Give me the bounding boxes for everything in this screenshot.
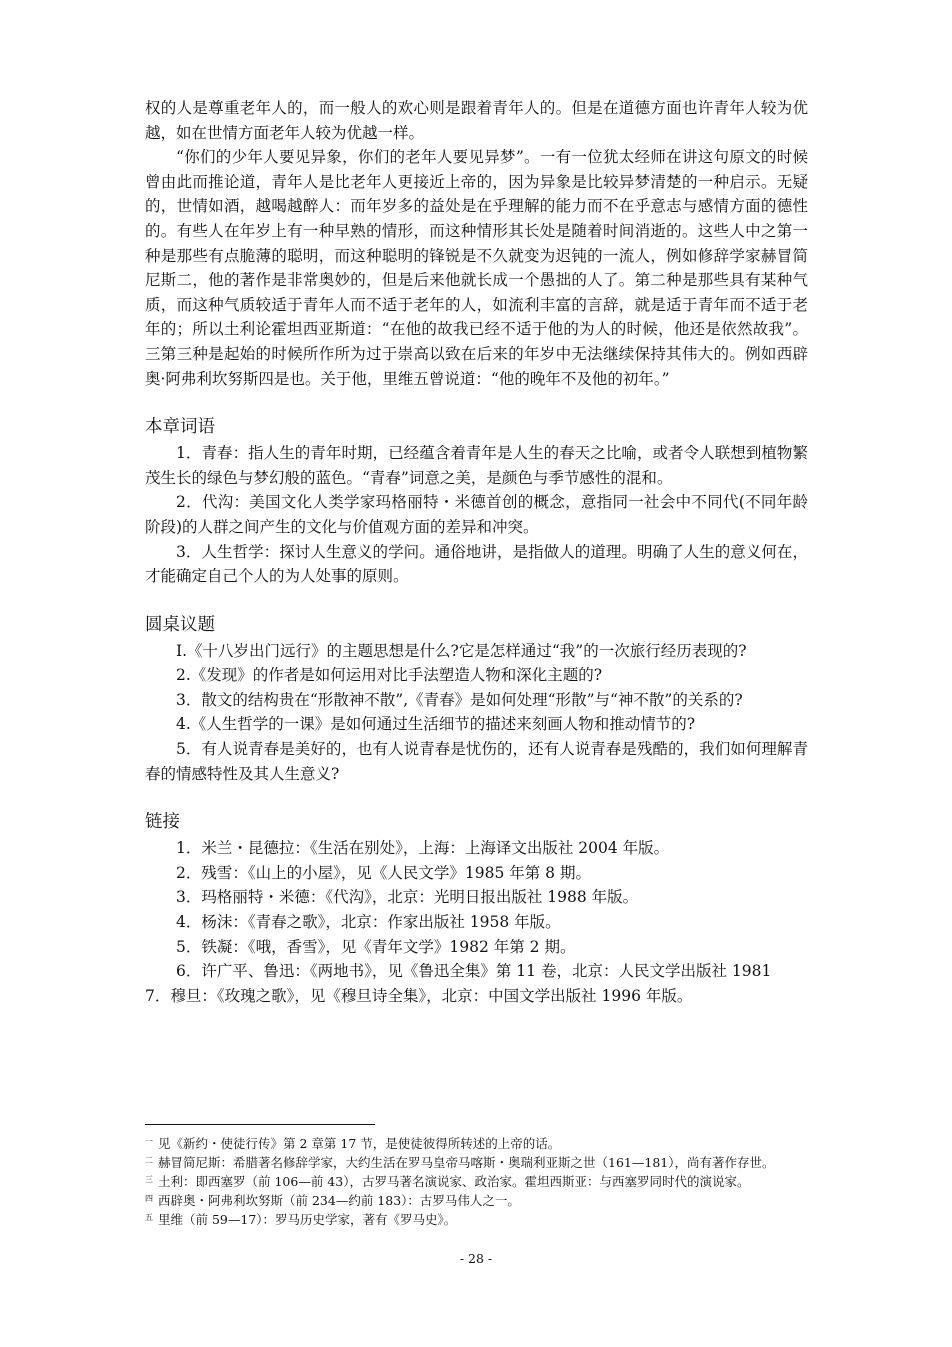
discussion-item: 4.《人生哲学的一课》是如何通过生活细节的描述来刻画人物和推动情节的? xyxy=(176,715,696,734)
link-item: 1．米兰・昆德拉：《生活在别处》，上海：上海译文出版社 2004 年版。 xyxy=(176,839,670,858)
section-heading-links: 链接 xyxy=(145,812,180,833)
link-item: 5．铁凝：《哦，香雪》，见《青年文学》1982 年第 2 期。 xyxy=(176,937,576,956)
discussion-item: 2.《发现》的作者是如何运用对比手法塑造人物和深化主题的? xyxy=(176,666,603,685)
section-heading-glossary: 本章词语 xyxy=(145,417,215,438)
footnote xyxy=(145,1152,808,1171)
footnote xyxy=(145,1209,808,1228)
discussion-item: 5．有人说青春是美好的，也有人说青春是忧伤的，还有人说青春是残酷的，我们如何理解青春的情感特性及其人生意义? xyxy=(145,740,808,783)
paragraph: “你们的少年人要见异象，你们的老年人要见异梦”。一有一位犹太经师在讲这句原文的时候曾由此而推论道，青年人是比老年人更接近上帝的，因为异象是比较异梦清楚的一种启示。无疑的，世情如酒，越喝越醉人：而年岁多的益处是在乎理解的能力而不在乎意志与感情方面的德性的。有些人在年岁上有一种早熟的情形，而这种情形其长处是随着时间消逝的。这些人中之第一种是那些有点脆薄的聪明，而这种聪明的锋锐是不久就变为迟钝的一流人，例如修辞学家赫冒简尼斯二，他的著作是非常奥妙的，但是后来他就长成一个愚拙的人了。第二种是那些具有某种气质，而这种气质较适于青年人而不适于老年的人，如流利丰富的言辞，就是适于青年而不适于老年的；所以土利论霍坦西亚斯道：“在他的故我已经不适于他的为人的时候，他还是依然故我”。三第三种是起始的时候所作所为过于崇高以致在后来的年岁中无法继续保持其伟大的。例如西辟奥·阿弗利坎努斯四是也。关于他，里维五曾说道：“他的晚年不及他的初年。” xyxy=(145,148,808,388)
main-text xyxy=(145,96,808,1008)
link-item: 3．玛格丽特・米德：《代沟》，北京：光明日报出版社 1988 年版。 xyxy=(176,888,639,907)
footnote-text: 西辟奥・阿弗利坎努斯（前 234—约前 183）：古罗马伟人之一。 xyxy=(158,1193,520,1208)
link-item: 7．穆旦：《玫瑰之歌》，见《穆旦诗全集》，北京：中国文学出版社 1996 年版。 xyxy=(145,986,693,1005)
link-item: 4．杨沫：《青春之歌》，北京：作家出版社 1958 年版。 xyxy=(176,913,561,932)
footnote-divider xyxy=(145,1124,375,1125)
footnote-text: 见《新约・使徒行传》第 2 章第 17 节，是使徒彼得所转述的上帝的话。 xyxy=(158,1136,561,1151)
discussion-item: 3．散文的结构贵在“形散神不散”,《青春》是如何处理“形散”与“神不散”的关系的? xyxy=(176,690,743,709)
footnote-mark: 四 xyxy=(145,1194,153,1203)
footnote-mark: 二 xyxy=(145,1156,153,1165)
footnote-mark: 五 xyxy=(145,1213,153,1222)
footnote-mark: 一 xyxy=(145,1137,153,1146)
footnote xyxy=(145,1171,808,1190)
footnote-mark: 三 xyxy=(145,1175,153,1184)
footnote-text: 赫冒简尼斯：希腊著名修辞学家，大约生活在罗马皇帝马喀斯・奥瑞利亚斯之世（161—181），尚有著作存世。 xyxy=(158,1155,775,1170)
paragraph: 权的人是尊重老年人的，而一般人的欢心则是跟着青年人的。但是在道德方面也许青年人较为优越，如在世情方面老年人较为优越一样。 xyxy=(145,99,808,142)
discussion-item: I.《十八岁出门远行》的主题思想是什么?它是怎样通过“我”的一次旅行经历表现的? xyxy=(176,641,747,660)
glossary-item: 1．青春：指人生的青年时期，已经蕴含着青年是人生的春天之比喻，或者令人联想到植物繁茂生长的绿色与梦幻般的蓝色。“青春”词意之美，是颜色与季节感性的混和。 xyxy=(145,444,808,487)
footnote-text: 里维（前 59—17）：罗马历史学家，著有《罗马史》。 xyxy=(158,1212,457,1227)
link-item: 6．许广平、鲁迅：《两地书》，见《鲁迅全集》第 11 卷，北京：人民文学出版社 1981 xyxy=(176,962,772,981)
glossary-item: 2．代沟：美国文化人类学家玛格丽特・米德首创的概念，意指同一社会中不同代(不同年龄阶段)的人群之间产生的文化与价值观方面的差异和冲突。 xyxy=(145,493,808,536)
footnote-text: 土利：即西塞罗（前 106—前 43），古罗马著名演说家、政治家。霍坦西斯亚：与西塞罗同时代的演说家。 xyxy=(158,1174,750,1189)
footnote xyxy=(145,1133,808,1152)
section-heading-discussion: 圆桌议题 xyxy=(145,614,215,635)
link-item: 2．残雪：《山上的小屋》，见《人民文学》1985 年第 8 期。 xyxy=(176,863,591,882)
footnote xyxy=(145,1190,808,1209)
page-number: - 28 - xyxy=(459,1251,493,1266)
glossary-item: 3．人生哲学：探讨人生意义的学问。通俗地讲，是指做人的道理。明确了人生的意义何在，才能确定自己个人的为人处事的原则。 xyxy=(145,542,808,586)
footnotes xyxy=(145,1133,808,1228)
